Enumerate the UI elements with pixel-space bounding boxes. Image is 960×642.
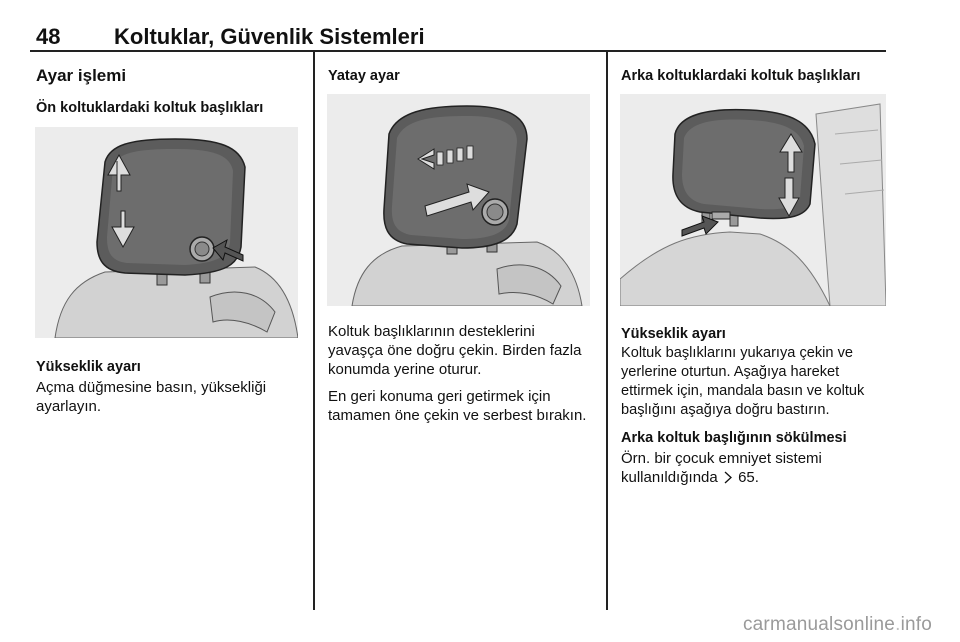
front-caption-body: Açma düğmesine basın, yüksekliği ayarlayın. xyxy=(36,379,267,415)
page-number: 48 xyxy=(36,24,61,49)
horizontal-adjust-para-2: En geri konuma geri getirmek için tamamen öne çekin ve serbest bırakın. xyxy=(328,388,587,424)
column-divider-1 xyxy=(313,50,315,610)
rear-caption-1-title: Yükseklik ayarı xyxy=(621,326,726,342)
arrow-ref-icon xyxy=(724,471,732,484)
rear-caption-2-body xyxy=(621,449,886,487)
rear-caption-2-text: Örn. bir çocuk emniyet sistemi kullanıldığında xyxy=(621,450,822,486)
rear-headrest-figure xyxy=(620,94,886,306)
page-title: Koltuklar, Güvenlik Sistemleri xyxy=(114,24,425,49)
watermark xyxy=(743,614,932,636)
watermark-text-b: info xyxy=(900,614,932,635)
horizontal-adjust-text xyxy=(328,322,593,433)
watermark-dot: . xyxy=(895,614,901,635)
front-caption-title: Yükseklik ayarı xyxy=(36,359,141,375)
watermark-text-a: carmanualsonline xyxy=(742,614,896,635)
rear-caption-2-title: Arka koltuk başlığının sökülmesi xyxy=(621,430,847,446)
header-rule xyxy=(30,50,886,52)
section-title: Ayar işlemi xyxy=(36,66,127,85)
horizontal-adjust-subtitle: Yatay ayar xyxy=(328,68,400,84)
horizontal-adjust-figure xyxy=(327,94,590,306)
front-headrest-height-figure xyxy=(35,127,298,338)
rear-headrests-subtitle: Arka koltuklardaki koltuk başlıkları xyxy=(621,68,861,84)
column-divider-2 xyxy=(606,50,608,610)
page-reference-link[interactable]: 65. xyxy=(738,469,759,486)
rear-caption-1-body: Koltuk başlıklarını yukarıya çekin ve yerlerine oturtun. Aşağıya hareket ettirmek için, mandala basın ve koltuk başlığını aşağıya doğru bastırın. xyxy=(621,345,865,418)
horizontal-adjust-para-1: Koltuk başlıklarının desteklerini yavaşça öne doğru çekin. Birden fazla konumda yerine oturur. xyxy=(328,323,582,378)
front-headrests-subtitle: Ön koltuklardaki koltuk başlıkları xyxy=(36,100,264,116)
